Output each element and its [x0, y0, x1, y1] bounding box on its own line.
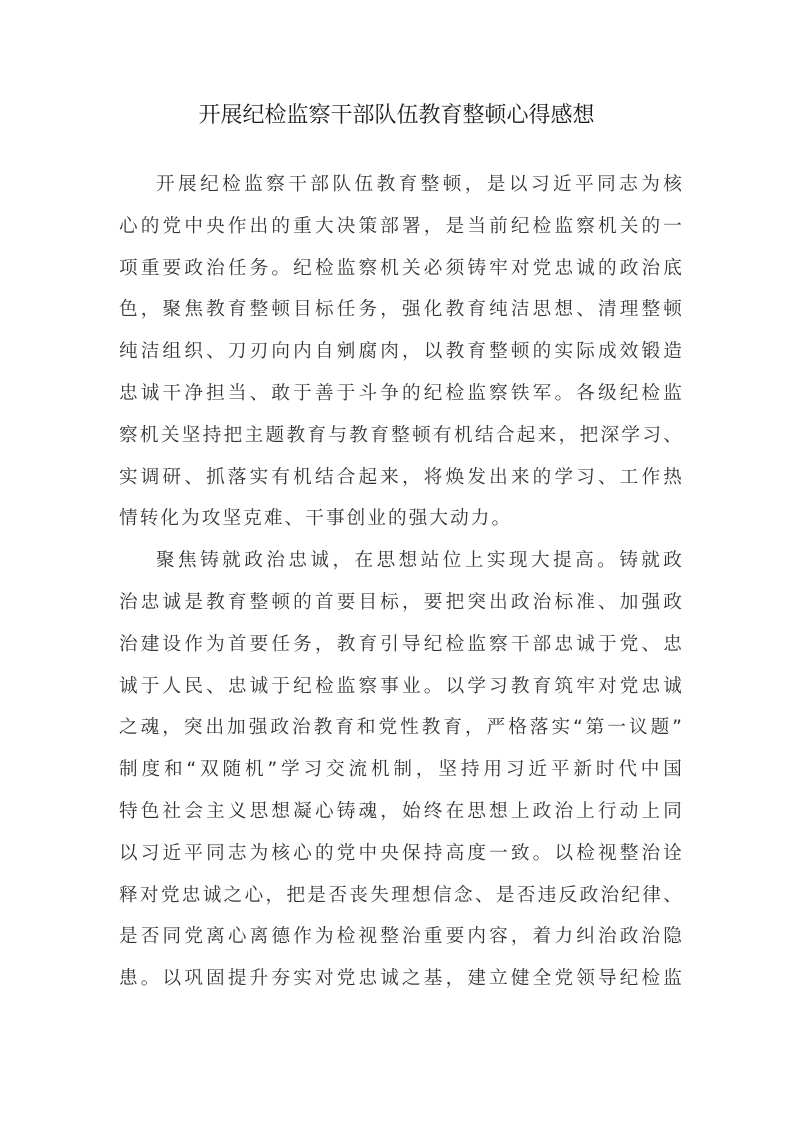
text-line: 开展纪检监察干部队伍教育整顿，是以习近平同志为核: [156, 174, 684, 195]
text-line: 心的党中央作出的重大决策部署，是当前纪检监察机关的一: [119, 215, 684, 237]
text-line: 之魂，突出加强政治教育和党性教育，严格落实“第一议题”: [119, 717, 684, 739]
text-line: 制度和“双随机”学习交流机制，坚持用习近平新时代中国: [119, 759, 684, 781]
text-line: 察机关坚持把主题教育与教育整顿有机结合起来，把深学习、: [119, 424, 684, 446]
text-line: 治建设作为首要任务，教育引导纪检监察干部忠诚于党、忠: [119, 633, 684, 655]
text-line: 忠诚干净担当、敢于善于斗争的纪检监察铁军。各级纪检监: [119, 382, 684, 404]
text-line: 项重要政治任务。纪检监察机关必须铸牢对党忠诚的政治底: [119, 257, 684, 279]
paragraph-1: [119, 164, 684, 540]
text-line: 释对党忠诚之心，把是否丧失理想信念、是否违反政治纪律、: [119, 884, 684, 906]
text-line: 实调研、抓落实有机结合起来，将焕发出来的学习、工作热: [119, 466, 684, 488]
paragraph-2: [119, 540, 684, 1000]
document-body: [119, 164, 684, 1000]
text-line: 诚于人民、忠诚于纪检监察事业。以学习教育筑牢对党忠诚: [119, 675, 684, 697]
text-line: 治忠诚是教育整顿的首要目标，要把突出政治标准、加强政: [119, 591, 684, 613]
text-line: 情转化为攻坚克难、干事创业的强大动力。: [119, 508, 513, 530]
document-title: 开展纪检监察干部队伍教育整顿心得感想: [198, 103, 595, 128]
text-line: 以习近平同志为核心的党中央保持高度一致。以检视整治诠: [119, 842, 684, 864]
text-line: 纯洁组织、刀刃向内自剜腐肉，以教育整顿的实际成效锻造: [119, 341, 684, 363]
text-line: 特色社会主义思想凝心铸魂，始终在思想上政治上行动上同: [119, 800, 684, 822]
text-line: 患。以巩固提升夯实对党忠诚之基，建立健全党领导纪检监: [119, 968, 684, 990]
text-line: 是否同党离心离德作为检视整治重要内容，着力纠治政治隐: [119, 926, 684, 948]
text-line: 聚焦铸就政治忠诚，在思想站位上实现大提高。铸就政: [156, 550, 684, 572]
text-line: 色，聚焦教育整顿目标任务，强化教育纯洁思想、清理整顿: [119, 299, 684, 321]
